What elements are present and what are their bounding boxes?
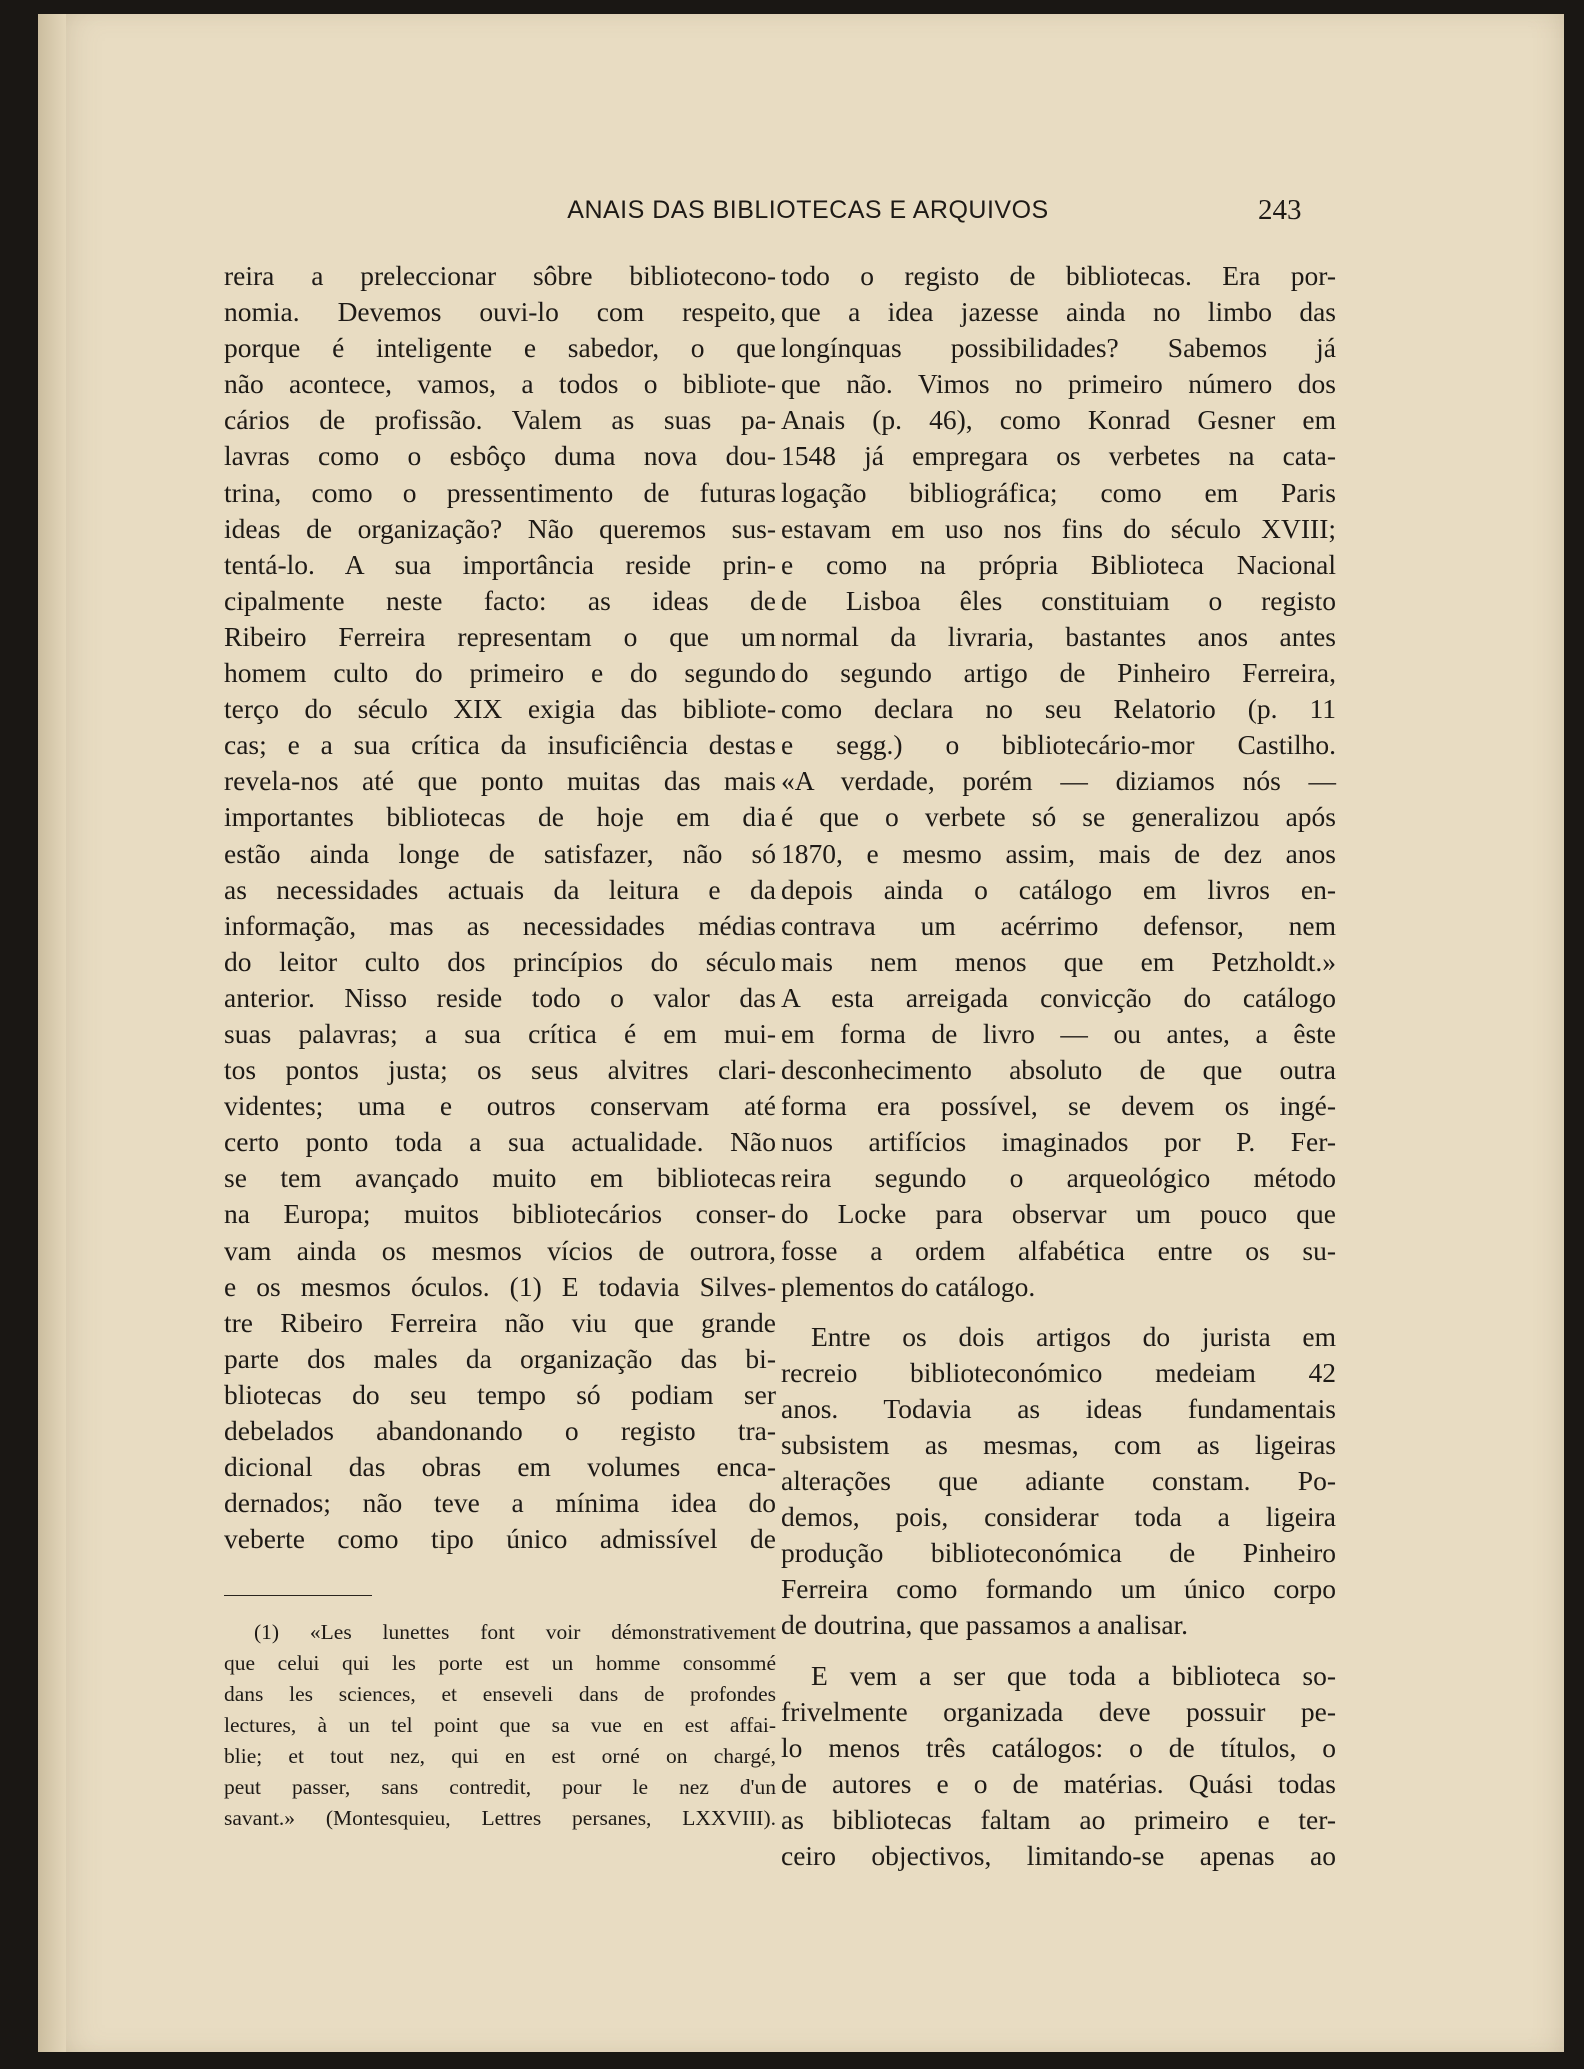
text-line: que celui qui les porte est un homme consommé xyxy=(224,1651,776,1675)
text-line: em forma de livro — ou antes, a êste xyxy=(781,1017,1336,1049)
text-line: veberte como tipo único admissível de xyxy=(224,1523,776,1555)
footnote-divider xyxy=(224,1595,372,1596)
text-line: tentá-lo. A sua importância reside prin- xyxy=(224,548,776,580)
text-line: todo o registo de bibliotecas. Era por- xyxy=(781,260,1336,291)
text-line: A esta arreigada convicção do catálogo xyxy=(781,981,1336,1013)
text-line: 1548 já empregara os verbetes na cata- xyxy=(781,440,1336,472)
text-line: as bibliotecas faltam ao primeiro e ter- xyxy=(781,1803,1336,1835)
text-line: de doutrina, que passamos a analisar. xyxy=(781,1609,1189,1641)
text-line: demos, pois, considerar toda a ligeira xyxy=(781,1501,1336,1533)
text-line: 1870, e mesmo assim, mais de dez anos xyxy=(781,837,1336,869)
text-line: alterações que adiante constam. Po- xyxy=(781,1465,1336,1497)
text-line: «A verdade, porém — diziamos nós — xyxy=(781,765,1336,797)
text-line: contrava um acérrimo defensor, nem xyxy=(781,909,1336,941)
text-line: certo ponto toda a sua actualidade. Não xyxy=(224,1126,776,1158)
text-line: plementos do catálogo. xyxy=(781,1270,1036,1302)
text-line: forma era possível, se devem os ingé- xyxy=(781,1090,1336,1122)
text-line: as necessidades actuais da leitura e da xyxy=(224,873,776,905)
text-line: frivelmente organizada deve possuir pe- xyxy=(781,1695,1336,1727)
text-line: anterior. Nisso reside todo o valor das xyxy=(224,981,776,1013)
text-line: cipalmente neste facto: as ideas de xyxy=(224,584,776,616)
page-number: 243 xyxy=(1258,194,1302,226)
text-line: vam ainda os mesmos vícios de outrora, xyxy=(224,1234,776,1266)
text-line: ceiro objectivos, limitando-se apenas ao xyxy=(781,1840,1336,1872)
text-line: importantes bibliotecas de hoje em dia xyxy=(224,801,776,833)
text-line: revela-nos até que ponto muitas das mais xyxy=(224,765,776,797)
text-line: e como na própria Biblioteca Nacional xyxy=(781,548,1336,580)
text-line: (1) «Les lunettes font voir démonstrativement xyxy=(254,1620,776,1644)
text-line: anos. Todavia as ideas fundamentais xyxy=(781,1392,1336,1424)
text-line: de Lisboa êles constituiam o registo xyxy=(781,584,1336,616)
text-line: desconhecimento absoluto de que outra xyxy=(781,1054,1336,1086)
text-line: do segundo artigo de Pinheiro Ferreira, xyxy=(781,657,1336,689)
text-line: fosse a ordem alfabética entre os su- xyxy=(781,1234,1336,1266)
text-line: estavam em uso nos fins do século XVIII; xyxy=(781,512,1336,544)
text-line: Anais (p. 46), como Konrad Gesner em xyxy=(781,404,1336,436)
text-line: do Locke para observar um pouco que xyxy=(781,1198,1336,1230)
right-column xyxy=(781,258,1336,1874)
text-line: parte dos males da organização das bi- xyxy=(224,1342,776,1374)
text-line: homem culto do primeiro e do segundo xyxy=(224,657,776,689)
text-line: blie; et tout nez, qui en est orné on chargé, xyxy=(224,1744,776,1768)
text-line: savant.» (Montesquieu, Lettres persanes, LXXVIII). xyxy=(224,1806,776,1830)
page-gutter xyxy=(38,14,66,2052)
text-line: Ferreira como formando um único corpo xyxy=(781,1573,1336,1605)
text-line: ideas de organização? Não queremos sus- xyxy=(224,512,776,544)
running-title: ANAIS DAS BIBLIOTECAS E ARQUIVOS xyxy=(567,196,1049,224)
text-line: recreio biblioteconómico medeiam 42 xyxy=(781,1356,1336,1388)
text-line: longínquas possibilidades? Sabemos já xyxy=(781,332,1336,364)
text-line: lectures, à un tel point que sa vue en est affai- xyxy=(224,1713,776,1737)
text-line: videntes; uma e outros conservam até xyxy=(224,1090,776,1122)
text-line: que não. Vimos no primeiro número dos xyxy=(781,368,1336,400)
text-line: nomia. Devemos ouvi-lo com respeito, xyxy=(224,296,776,328)
text-line: nuos artifícios imaginados por P. Fer- xyxy=(781,1126,1336,1158)
text-line: do leitor culto dos princípios do século xyxy=(224,945,776,977)
text-line: tre Ribeiro Ferreira não viu que grande xyxy=(224,1306,776,1338)
text-line: que a idea jazesse ainda no limbo das xyxy=(781,296,1336,328)
text-line: normal da livraria, bastantes anos antes xyxy=(781,620,1336,652)
book-page xyxy=(38,14,1564,2052)
text-line: reira a preleccionar sôbre bibliotecono- xyxy=(224,260,776,291)
text-line: na Europa; muitos bibliotecários conser- xyxy=(224,1198,776,1230)
text-line: e os mesmos óculos. (1) E todavia Silves- xyxy=(224,1270,776,1302)
text-line: se tem avançado muito em bibliotecas xyxy=(224,1162,776,1194)
text-line: estão ainda longe de satisfazer, não só xyxy=(224,837,776,869)
text-line: lo menos três catálogos: o de títulos, o xyxy=(781,1731,1336,1763)
text-line: é que o verbete só se generalizou após xyxy=(781,801,1336,833)
footnote xyxy=(224,1617,776,1834)
text-line: Ribeiro Ferreira representam o que um xyxy=(224,620,776,652)
text-line: e segg.) o bibliotecário-mor Castilho. xyxy=(781,729,1336,761)
paragraph-gap xyxy=(781,1305,1336,1319)
text-line: porque é inteligente e sabedor, o que xyxy=(224,332,776,364)
text-line: não acontece, vamos, a todos o bibliote- xyxy=(224,368,776,400)
text-line: subsistem as mesmas, com as ligeiras xyxy=(781,1429,1336,1460)
text-line: Entre os dois artigos do jurista em xyxy=(811,1320,1336,1352)
text-line: debelados abandonando o registo tra- xyxy=(224,1415,776,1446)
text-line: terço do século XIX exigia das bibliote- xyxy=(224,693,776,725)
text-line: lavras como o esbôço duma nova dou- xyxy=(224,440,776,472)
text-line: trina, como o pressentimento de futuras xyxy=(224,476,776,508)
text-line: logação bibliográfica; como em Paris xyxy=(781,476,1336,508)
text-line: informação, mas as necessidades médias xyxy=(224,909,776,941)
paragraph-gap xyxy=(781,1644,1336,1658)
text-line: E vem a ser que toda a biblioteca so- xyxy=(811,1659,1336,1691)
page-header xyxy=(38,196,1564,232)
text-line: reira segundo o arqueológico método xyxy=(781,1162,1336,1194)
text-line: cários de profissão. Valem as suas pa- xyxy=(224,404,776,436)
text-line: dicional das obras em volumes enca- xyxy=(224,1451,776,1483)
text-line: produção biblioteconómica de Pinheiro xyxy=(781,1537,1336,1569)
text-line: cas; e a sua crítica da insuficiência destas xyxy=(224,729,776,761)
text-line: peut passer, sans contredit, pour le nez d'un xyxy=(224,1775,776,1799)
text-line: dernados; não teve a mínima idea do xyxy=(224,1487,776,1519)
text-line: dans les sciences, et enseveli dans de profondes xyxy=(224,1682,776,1706)
left-column xyxy=(224,258,776,1557)
text-line: de autores e o de matérias. Quási todas xyxy=(781,1767,1336,1799)
text-line: como declara no seu Relatorio (p. 11 xyxy=(781,693,1336,725)
text-line: depois ainda o catálogo em livros en- xyxy=(781,873,1336,905)
text-line: mais nem menos que em Petzholdt.» xyxy=(781,945,1336,977)
text-line: suas palavras; a sua crítica é em mui- xyxy=(224,1017,776,1049)
text-line: bliotecas do seu tempo só podiam ser xyxy=(224,1378,776,1410)
text-line: tos pontos justa; os seus alvitres clari- xyxy=(224,1054,776,1086)
